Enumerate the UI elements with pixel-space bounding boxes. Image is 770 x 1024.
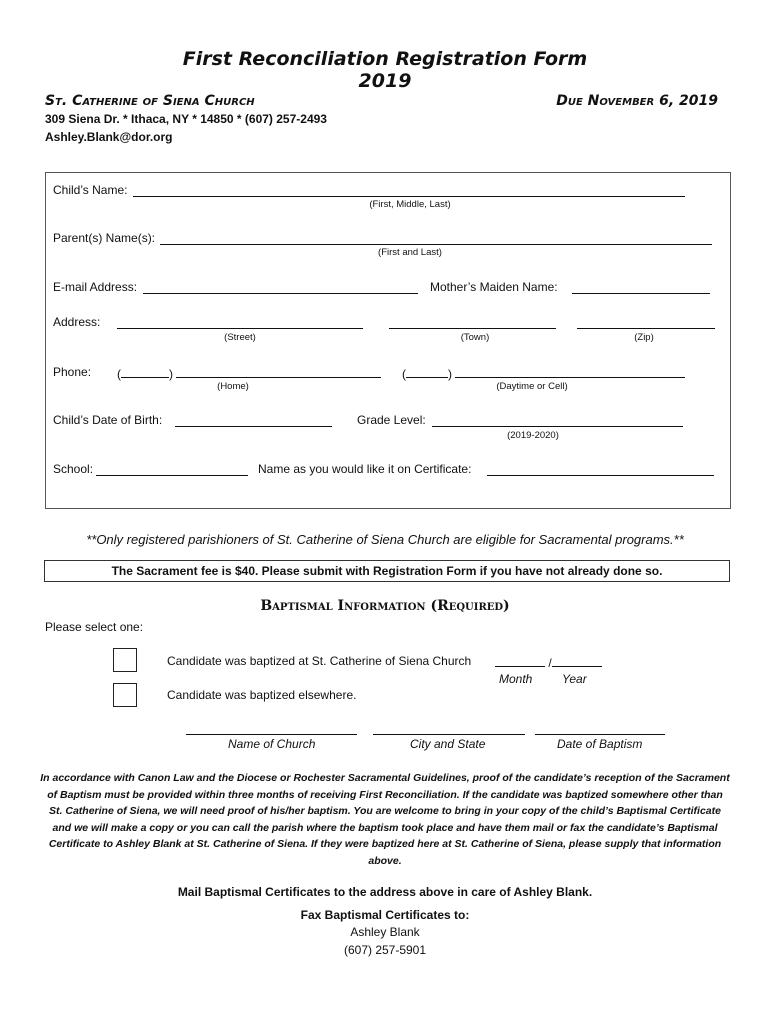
phone-label: Phone: — [53, 365, 92, 379]
street-caption: (Street) — [224, 332, 256, 343]
church-address: 309 Siena Dr. * Ithaca, NY * 14850 * (607) 257-2493 — [45, 112, 327, 126]
town-caption: (Town) — [460, 332, 490, 343]
date-caption: Date of Baptism — [557, 737, 643, 751]
baptized-elsewhere-label: Candidate was baptized elsewhere. — [167, 688, 357, 702]
certificate-name-label: Name as you would like it on Certificate: — [258, 462, 472, 476]
due-date: Due November 6, 2019 — [556, 93, 718, 109]
child-name-field[interactable] — [133, 184, 685, 197]
church-caption: Name of Church — [228, 737, 316, 751]
email-label: E-mail Address: — [53, 280, 138, 294]
baptism-date-field[interactable] — [535, 722, 665, 735]
town-field[interactable] — [389, 316, 556, 329]
certificate-name-field[interactable] — [487, 463, 714, 476]
street-field[interactable] — [117, 316, 363, 329]
grade-field[interactable] — [432, 414, 683, 427]
email-field[interactable] — [143, 281, 418, 294]
dob-field[interactable] — [175, 414, 332, 427]
city-state-field[interactable] — [373, 722, 525, 735]
grade-caption: (2019-2020) — [507, 430, 559, 441]
maiden-name-label: Mother’s Maiden Name: — [430, 280, 558, 294]
parent-name-field[interactable] — [160, 232, 712, 245]
dob-label: Child’s Date of Birth: — [53, 413, 163, 427]
parent-name-caption: (First and Last) — [378, 247, 442, 258]
school-field[interactable] — [96, 463, 248, 476]
canon-law-paragraph: In accordance with Canon Law and the Diocese or Rochester Sacramental Guidelines, proof of the candidate’s reception of the Sacrament of Baptism must be provided within three months of receiving First Reconciliation. If the candidate was baptized somewhere other than St. Catherine of Siena, we will need proof of his/her baptism. You are welcome to bring in your copy of the child’s Baptismal Certificate and we will make a copy or you can call the parish where the baptism took place and have them mail or fax the candidate’s Baptismal Certificate to Ashley Blank at St. Catherine of Siena. If they were baptized here at St. Catherine of Siena, please supply that information above. — [40, 772, 730, 867]
fax-instructions: Fax Baptismal Certificates to: — [300, 908, 470, 922]
grade-label: Grade Level: — [357, 413, 426, 427]
fee-notice: The Sacrament fee is $40. Please submit with Registration Form if you have not already done so. — [44, 560, 730, 582]
home-phone-caption: (Home) — [217, 381, 249, 392]
church-email: Ashley.Blank@dor.org — [45, 130, 173, 144]
home-phone-field[interactable]: ( ) — [117, 365, 381, 381]
baptized-elsewhere-checkbox[interactable] — [113, 683, 137, 707]
form-title: First Reconciliation Registration Form — [182, 48, 588, 70]
baptized-here-checkbox[interactable] — [113, 648, 137, 672]
maiden-name-field[interactable] — [572, 281, 710, 294]
church-of-baptism-field[interactable] — [186, 722, 357, 735]
city-caption: City and State — [410, 737, 486, 751]
address-label: Address: — [53, 315, 101, 329]
school-label: School: — [53, 462, 94, 476]
fax-name: Ashley Blank — [350, 925, 420, 939]
month-caption: Month — [499, 672, 533, 686]
fax-number: (607) 257-5901 — [343, 943, 427, 957]
zip-field[interactable] — [577, 316, 715, 329]
parent-name-label: Parent(s) Name(s): — [53, 231, 156, 245]
mail-instructions: Mail Baptismal Certificates to the address above in care of Ashley Blank. — [177, 885, 593, 899]
eligibility-notice: **Only registered parishioners of St. Catherine of Siena Church are eligible for Sacramental programs.** — [86, 532, 684, 547]
year-caption: Year — [562, 672, 587, 686]
form-year: 2019 — [358, 70, 412, 92]
select-prompt: Please select one: — [45, 620, 144, 634]
daytime-phone-caption: (Daytime or Cell) — [496, 381, 568, 392]
church-name: St. Catherine of Siena Church — [45, 93, 255, 109]
child-name-caption: (First, Middle, Last) — [369, 199, 451, 210]
baptism-heading: Baptismal Information (Required) — [260, 598, 510, 614]
zip-caption: (Zip) — [634, 332, 654, 343]
daytime-phone-field[interactable]: ( ) — [402, 365, 685, 381]
child-name-label: Child’s Name: — [53, 183, 128, 197]
baptized-here-label: Candidate was baptized at St. Catherine of Siena Church — [167, 654, 472, 668]
baptism-month-year-field[interactable]: / — [495, 654, 602, 670]
